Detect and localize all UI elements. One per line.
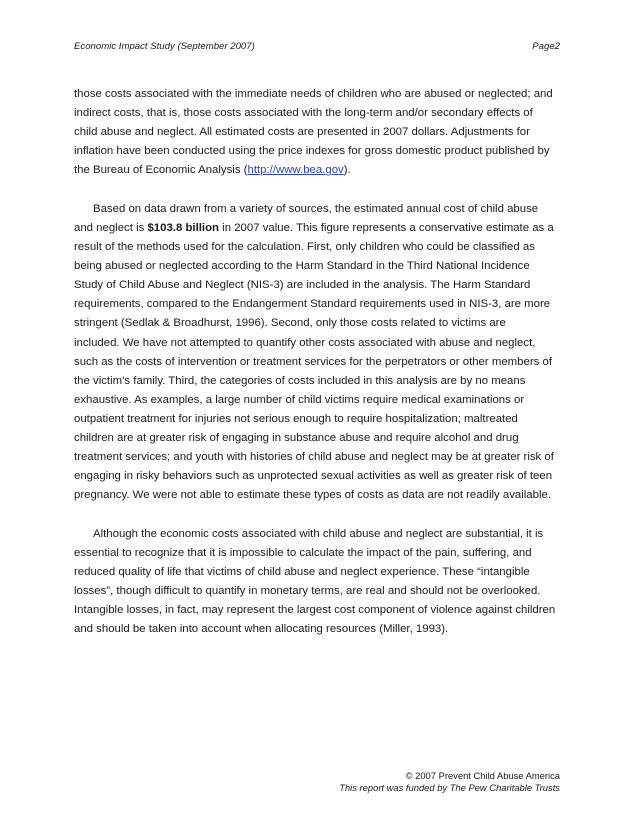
text-line: outpatient treatment for injuries not serious enough to require hospitalization; maltreated [74,412,518,425]
copyright-notice: © 2007 Prevent Child Abuse America [405,770,560,781]
paragraph-1 [74,85,562,180]
text-line: child abuse and neglect. All estimated costs are presented in 2007 dollars. Adjustments for [74,126,530,139]
text-segment: and neglect is [74,221,148,234]
text-line: Study of Child Abuse and Neglect (NIS-3) are included in the analysis. The Harm Standard [74,279,531,292]
text-segment: the Bureau of Economic Analysis ( [74,164,248,177]
text-line: inflation have been conducted using the price indexes for gross domestic product published by [74,145,550,158]
text-line: pregnancy. We were not able to estimate these types of costs as data are not readily available. [74,489,551,502]
text-line: included. We have not attempted to quantify other costs associated with abuse and neglect, [74,336,536,349]
text-line: reduced quality of life that victims of child abuse and neglect experience. These “intangible [74,565,530,578]
text-line: children are at greater risk of engaging in substance abuse and require alcohol and drug [74,431,519,444]
cost-figure: $103.8 billion [147,221,220,234]
text-segment: in 2007 value. This figure represents a conservative estimate as a [219,221,554,234]
bea-link[interactable]: http://www.bea.gov [247,164,344,177]
text-line: stringent (Sedlak & Broadhurst, 1996). Second, only those costs related to victims are [74,317,506,330]
paragraph-2 [74,200,562,506]
text-line: the victim’s family. Third, the categories of costs included in this analysis are by no means [74,374,526,387]
text-line [74,161,562,180]
text-line: engaging in risky behaviors such as unprotected sexual activities as well as greater risk of teen [74,470,553,483]
text-line: losses”, though difficult to quantify in monetary terms, are real and should not be overlooked. [74,585,541,598]
text-line: treatment services; and youth with histories of child abuse and neglect may be at greater risk of [74,451,554,464]
text-line: result of the methods used for the calculation. First, only children who could be classified as [74,241,535,254]
document-body [74,85,562,659]
page-number: Page2 [532,41,560,52]
text-line: Based on data drawn from a variety of sources, the estimated annual cost of child abuse [93,202,539,215]
text-line: those costs associated with the immediate needs of children who are abused or neglected; and [74,88,553,100]
text-line: Intangible losses, in fact, may represent the largest cost component of violence against children [74,604,556,617]
text-line: Although the economic costs associated with child abuse and neglect are substantial, it is [93,527,544,540]
text-line: indirect costs, that is, those costs associated with the long-term and/or secondary effects of [74,107,533,120]
page-header [74,41,560,61]
text-line: essential to recognize that it is impossible to calculate the impact of the pain, suffering, and [74,546,532,559]
text-line: exhaustive. As examples, a large number of child victims require medical examinations or [74,393,525,406]
funding-notice: This report was funded by The Pew Charitable Trusts [339,782,560,794]
text-line [74,219,562,238]
paragraph-3 [74,525,562,640]
text-segment: ). [343,164,351,177]
text-line: requirements, compared to the Endangerment Standard requirements used in NIS-3, are more [74,298,551,311]
text-line: and should be taken into account when allocating resources (Miller, 1993). [74,623,449,636]
text-line: such as the costs of intervention or treatment services for the perpetrators or other members of [74,355,552,368]
page-footer [339,770,560,795]
header-title: Economic Impact Study (September 2007) [74,41,255,52]
text-line: being abused or neglected according to the Harm Standard in the Third National Incidence [74,260,530,273]
